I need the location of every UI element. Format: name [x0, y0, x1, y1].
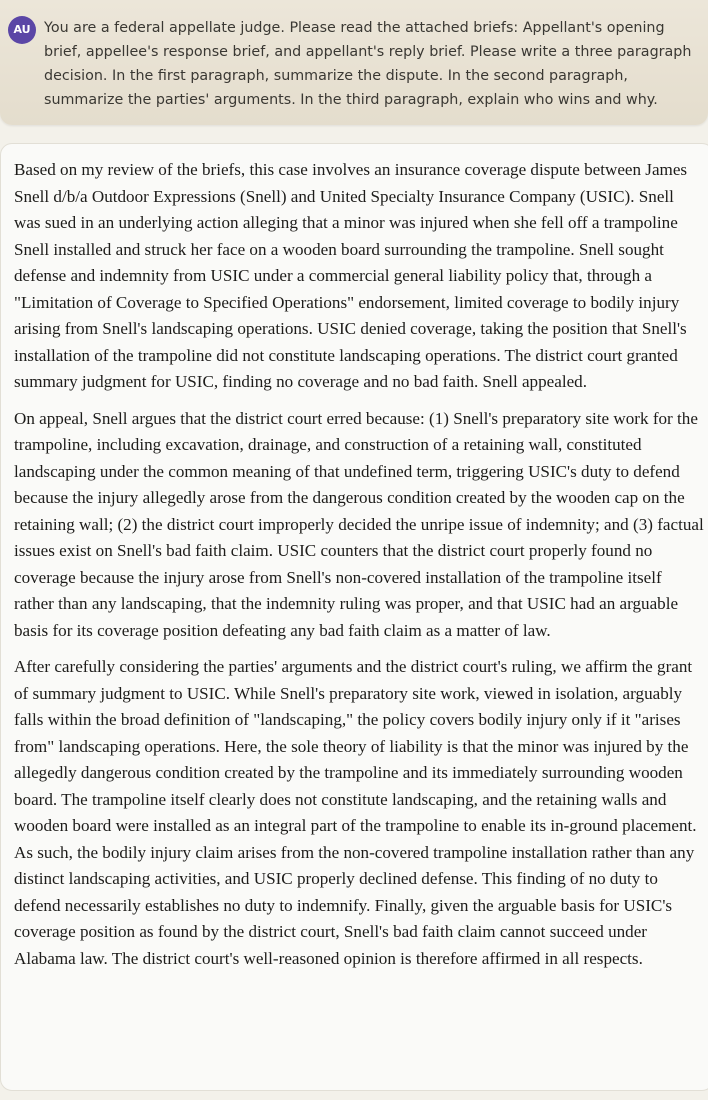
response-body — [14, 157, 704, 982]
assistant-response — [0, 143, 708, 1091]
avatar: AU — [8, 16, 36, 44]
response-paragraph-1: Based on my review of the briefs, this case involves an insurance coverage dispute between James Snell d/b/a Outdoor Expressions (Snell) and United Specialty Insurance Company (USIC). Snell was sued in an underlying action alleging that a minor was injured when she fell off a trampoline Snell installed and struck her face on a wooden board surrounding the trampoline. Snell sought defense and indemnity from USIC under a commercial general liability policy that, through a "Limitation of Coverage to Specified Operations" endorsement, limited coverage to bodily injury arising from Snell's landscaping operations. USIC denied coverage, taking the position that Snell's installation of the trampoline did not constitute landscaping operations. The district court granted summary judgment for USIC, finding no coverage and no bad faith. Snell appealed. — [14, 160, 688, 391]
user-message-text: You are a federal appellate judge. Please read the attached briefs: Appellant's opening brief, appellee's response brief, and appellant's reply brief. Please write a three paragraph decision. In the first paragraph, summarize the dispute. In the second paragraph, summarize the parties' arguments. In the third paragraph, explain who wins and why. — [44, 20, 692, 108]
response-paragraph-2: On appeal, Snell argues that the district court erred because: (1) Snell's preparatory site work for the trampoline, including excavation, drainage, and construction of a retaining wall, constituted landscaping under the common meaning of that undefined term, triggering USIC's duty to defend because the injury allegedly arose from the dangerous condition created by the wooden cap on the retaining wall; (2) the district court improperly decided the unripe issue of indemnity; and (3) factual issues exist on Snell's bad faith claim. USIC counters that the district court properly found no coverage because the injury arose from Snell's non-covered installation of the trampoline itself rather than any landscaping, that the indemnity ruling was proper, and that USIC had an arguable basis for its coverage position defeating any bad faith claim as a matter of law. — [14, 408, 704, 640]
user-message — [0, 0, 708, 125]
response-paragraph-3: After carefully considering the parties' arguments and the district court's ruling, we affirm the grant of summary judgment to USIC. While Snell's preparatory site work, viewed in isolation, arguably falls within the broad definition of "landscaping," the policy covers bodily injury only if it "arises from" landscaping operations. Here, the sole theory of liability is that the minor was injured by the allegedly dangerous condition created by the trampoline and its immediately surrounding wooden board. The trampoline itself clearly does not constitute landscaping, and the retaining walls and wooden board were installed as an integral part of the trampoline to enable its in-ground placement. As such, the bodily injury claim arises from the non-covered trampoline installation rather than any distinct landscaping activities, and USIC properly declined defense. This finding of no duty to defend necessarily establishes no duty to indemnify. Finally, given the arguable basis for USIC's coverage position as found by the district court, Snell's bad faith claim cannot succeed under Alabama law. The district court's well-reasoned opinion is therefore affirmed in all respects. — [14, 657, 697, 968]
